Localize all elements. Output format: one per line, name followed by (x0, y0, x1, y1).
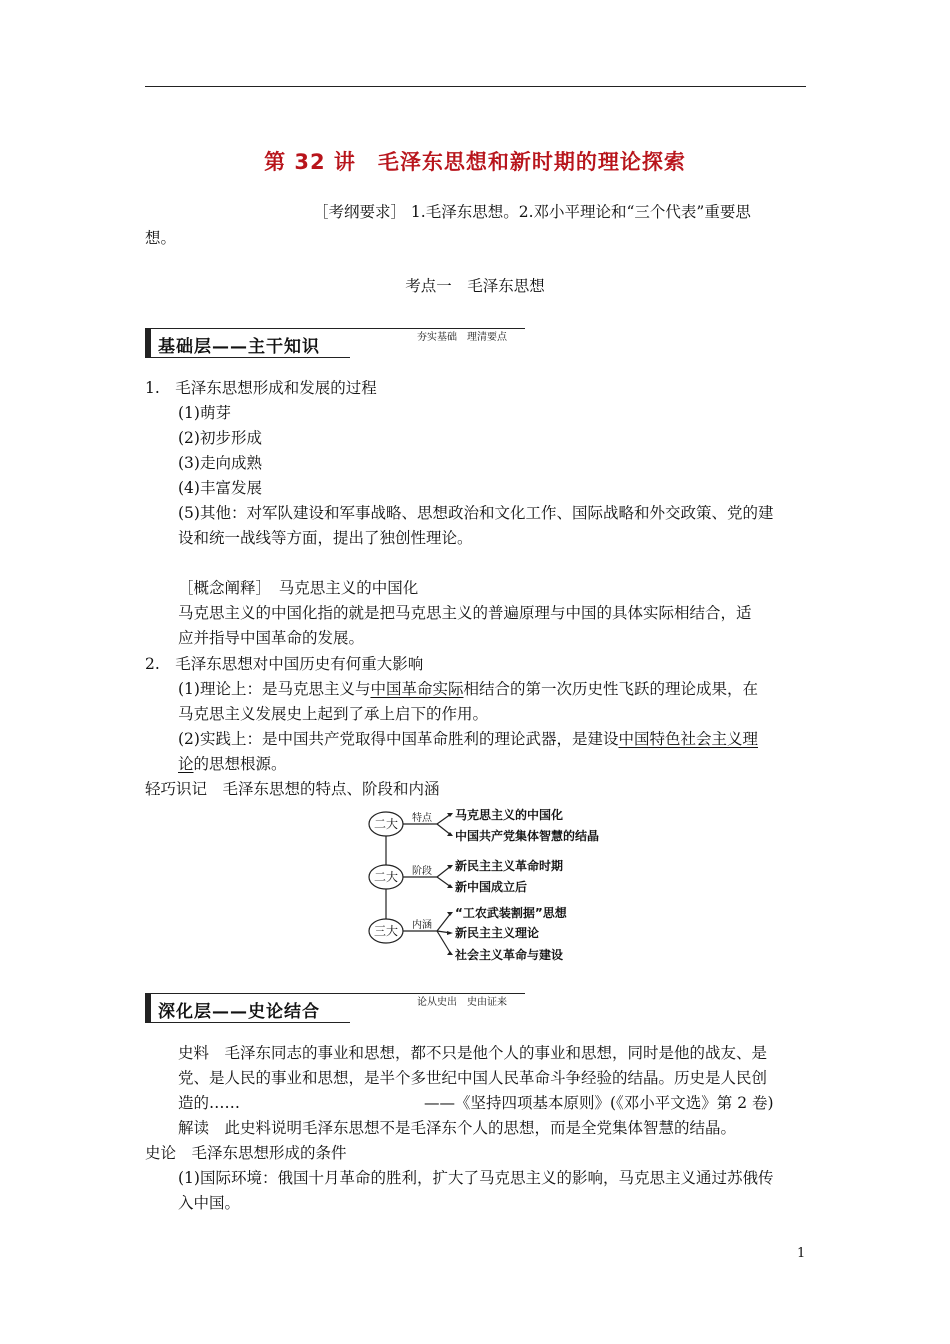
arrow-line-1b (437, 824, 451, 835)
branch-label-1: 特点 (412, 813, 432, 824)
kaodian-heading: 考点一 毛泽东思想 (405, 277, 545, 295)
item2-p1-line-1 (178, 679, 758, 699)
section-banner-deep (145, 993, 525, 1023)
item2-p1-pre: (1)理论上：是马克思主义与 (178, 680, 371, 698)
arrow-line-2a (437, 866, 451, 877)
concept-heading: ［概念阐释］ 马克思主义的中国化 (178, 579, 419, 597)
branch-label-2: 阶段 (412, 866, 432, 877)
branch-label-3: 内涵 (412, 920, 432, 931)
banner-bar (145, 328, 151, 358)
leaf-label-2-2: 新中国成立后 (455, 880, 528, 894)
banner-bar (145, 993, 151, 1023)
banner-label: 深化层——史论结合 (158, 1002, 320, 1022)
shilun-p1-line-2: 入中国。 (178, 1194, 241, 1212)
source-line-2: 党、是人民的事业和思想，是半个多世纪中国人民革命斗争经验的结晶。历史是人民创 (178, 1069, 768, 1087)
source-line-3: 造的…… (178, 1094, 241, 1112)
item2-p2-line-1 (178, 729, 758, 749)
arrowhead-3a (447, 912, 453, 916)
lesson-title: 第 32 讲 毛泽东思想和新时期的理论探索 (264, 150, 686, 174)
item2-heading: 2. 毛泽东思想对中国历史有何重大影响 (145, 655, 424, 673)
banner-bottom-rule (145, 1022, 350, 1023)
shilun-heading: 史论 毛泽东思想形成的条件 (145, 1144, 347, 1162)
leaf-label-1-1: 马克思主义的中国化 (455, 808, 564, 822)
banner-sub: 夯实基础 理清要点 (417, 332, 507, 343)
item2-p2-line-2 (178, 754, 287, 774)
item2-p1-underline: 中国革命实际 (370, 680, 464, 698)
item2-p2-underline-2: 论 (178, 755, 194, 773)
banner-label: 基础层——主干知识 (158, 337, 320, 357)
item2-p2-pre: (2)实践上：是中国共产党取得中国革命胜利的理论武器，是建设 (178, 730, 619, 748)
leaf-label-1-2: 中国共产党集体智慧的结晶 (455, 829, 600, 843)
leaf-label-3-2: 新民主主义理论 (455, 926, 540, 940)
item2-p1-post: 相结合的第一次历史性飞跃的理论成果，在 (463, 680, 758, 698)
item1-sub-1: (1)萌芽 (178, 404, 231, 422)
concept-line-1: 马克思主义的中国化指的就是把马克思主义的普遍原理与中国的具体实际相结合，适 (178, 604, 752, 622)
leaf-label-3-3: 社会主义革命与建设 (455, 948, 564, 962)
node-label-1: 二大 (373, 817, 399, 831)
shilun-p1-line-1: (1)国际环境：俄国十月革命的胜利，扩大了马克思主义的影响，马克思主义通过苏俄传 (178, 1169, 774, 1187)
banner-sub: 论从史出 史由证来 (417, 997, 507, 1008)
item2-p1-line-2: 马克思主义发展史上起到了承上启下的作用。 (178, 705, 489, 723)
concept-line-2: 应并指导中国革命的发展。 (178, 629, 365, 647)
syllabus-line-1: ［考纲要求］ 1.毛泽东思想。2.邓小平理论和“三个代表”重要思 (313, 203, 751, 221)
item1-sub-3: (3)走向成熟 (178, 454, 262, 472)
item1-sub-4: (4)丰富发展 (178, 479, 262, 497)
section-banner-basic (145, 328, 525, 358)
memory-tip: 轻巧识记 毛泽东思想的特点、阶段和内涵 (145, 780, 440, 798)
arrowhead-3c (447, 951, 453, 955)
leaf-label-3-1: “工农武装割据”思想 (455, 906, 567, 920)
item1-sub-2: (2)初步形成 (178, 429, 262, 447)
syllabus-line-2: 想。 (145, 229, 177, 247)
arrow-line-3a (437, 913, 451, 931)
item1-heading: 1. 毛泽东思想形成和发展的过程 (145, 379, 377, 397)
node-label-3: 三大 (373, 924, 399, 938)
source-interpretation: 解读 此史料说明毛泽东思想不是毛泽东个人的思想，而是全党集体智慧的结晶。 (178, 1119, 737, 1137)
leaf-label-2-1: 新民主主义革命时期 (455, 859, 564, 873)
page-number: 1 (797, 1246, 806, 1261)
item2-p2-post: 的思想根源。 (193, 755, 287, 773)
item1-other-line-1: (5)其他：对军队建设和军事战略、思想政治和文化工作、国际战略和外交政策、党的建 (178, 504, 774, 522)
arrow-line-3c (437, 931, 451, 954)
item1-other-line-2: 设和统一战线等方面，提出了独创性理论。 (178, 529, 473, 547)
arrowhead-3b (447, 931, 453, 935)
header-rule (145, 86, 806, 87)
item2-p2-underline-1: 中国特色社会主义理 (618, 730, 758, 748)
source-citation: ——《坚持四项基本原则》(《邓小平文选》第 2 卷) (424, 1094, 774, 1112)
banner-bottom-rule (145, 357, 350, 358)
mindmap-diagram (365, 802, 625, 967)
source-line-1: 史料 毛泽东同志的事业和思想，都不只是他个人的事业和思想，同时是他的战友、是 (178, 1044, 768, 1062)
mindmap-svg (365, 802, 625, 967)
node-label-2: 二大 (373, 870, 399, 884)
